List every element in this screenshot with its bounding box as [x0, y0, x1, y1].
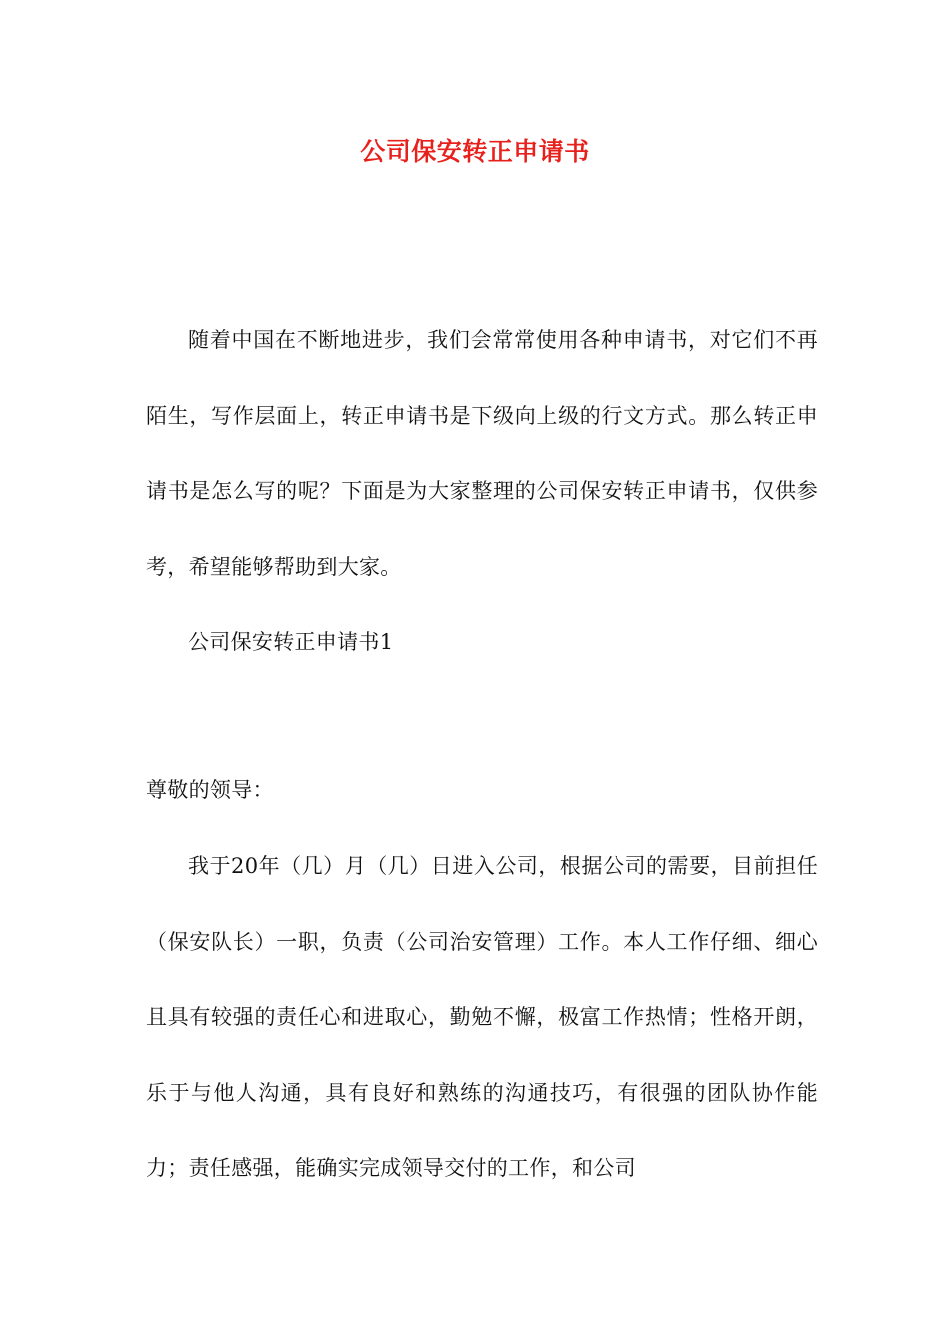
salutation: 尊敬的领导：	[146, 778, 274, 802]
document-title: 公司保安转正申请书	[360, 137, 590, 166]
section-heading: 公司保安转正申请书1	[188, 630, 394, 654]
body-paragraph: 我于20年（几）月（几）日进入公司，根据公司的需要，目前担任（保安队长）一职，负责（公司治安管理）工作。本人工作仔细、细心且具有较强的责任心和进取心，勤勉不懈，极富工作热情；性格开朗，乐于与他人沟通，具有良好和熟练的沟通技巧，有很强的团队协作能力；责任感强，能确实完成领导交付的工作，和公司	[146, 854, 818, 1180]
intro-paragraph: 随着中国在不断地进步，我们会常常使用各种申请书，对它们不再陌生，写作层面上，转正申请书是下级向上级的行文方式。那么转正申请书是怎么写的呢？下面是为大家整理的公司保安转正申请书，仅供参考，希望能够帮助到大家。	[146, 328, 818, 579]
